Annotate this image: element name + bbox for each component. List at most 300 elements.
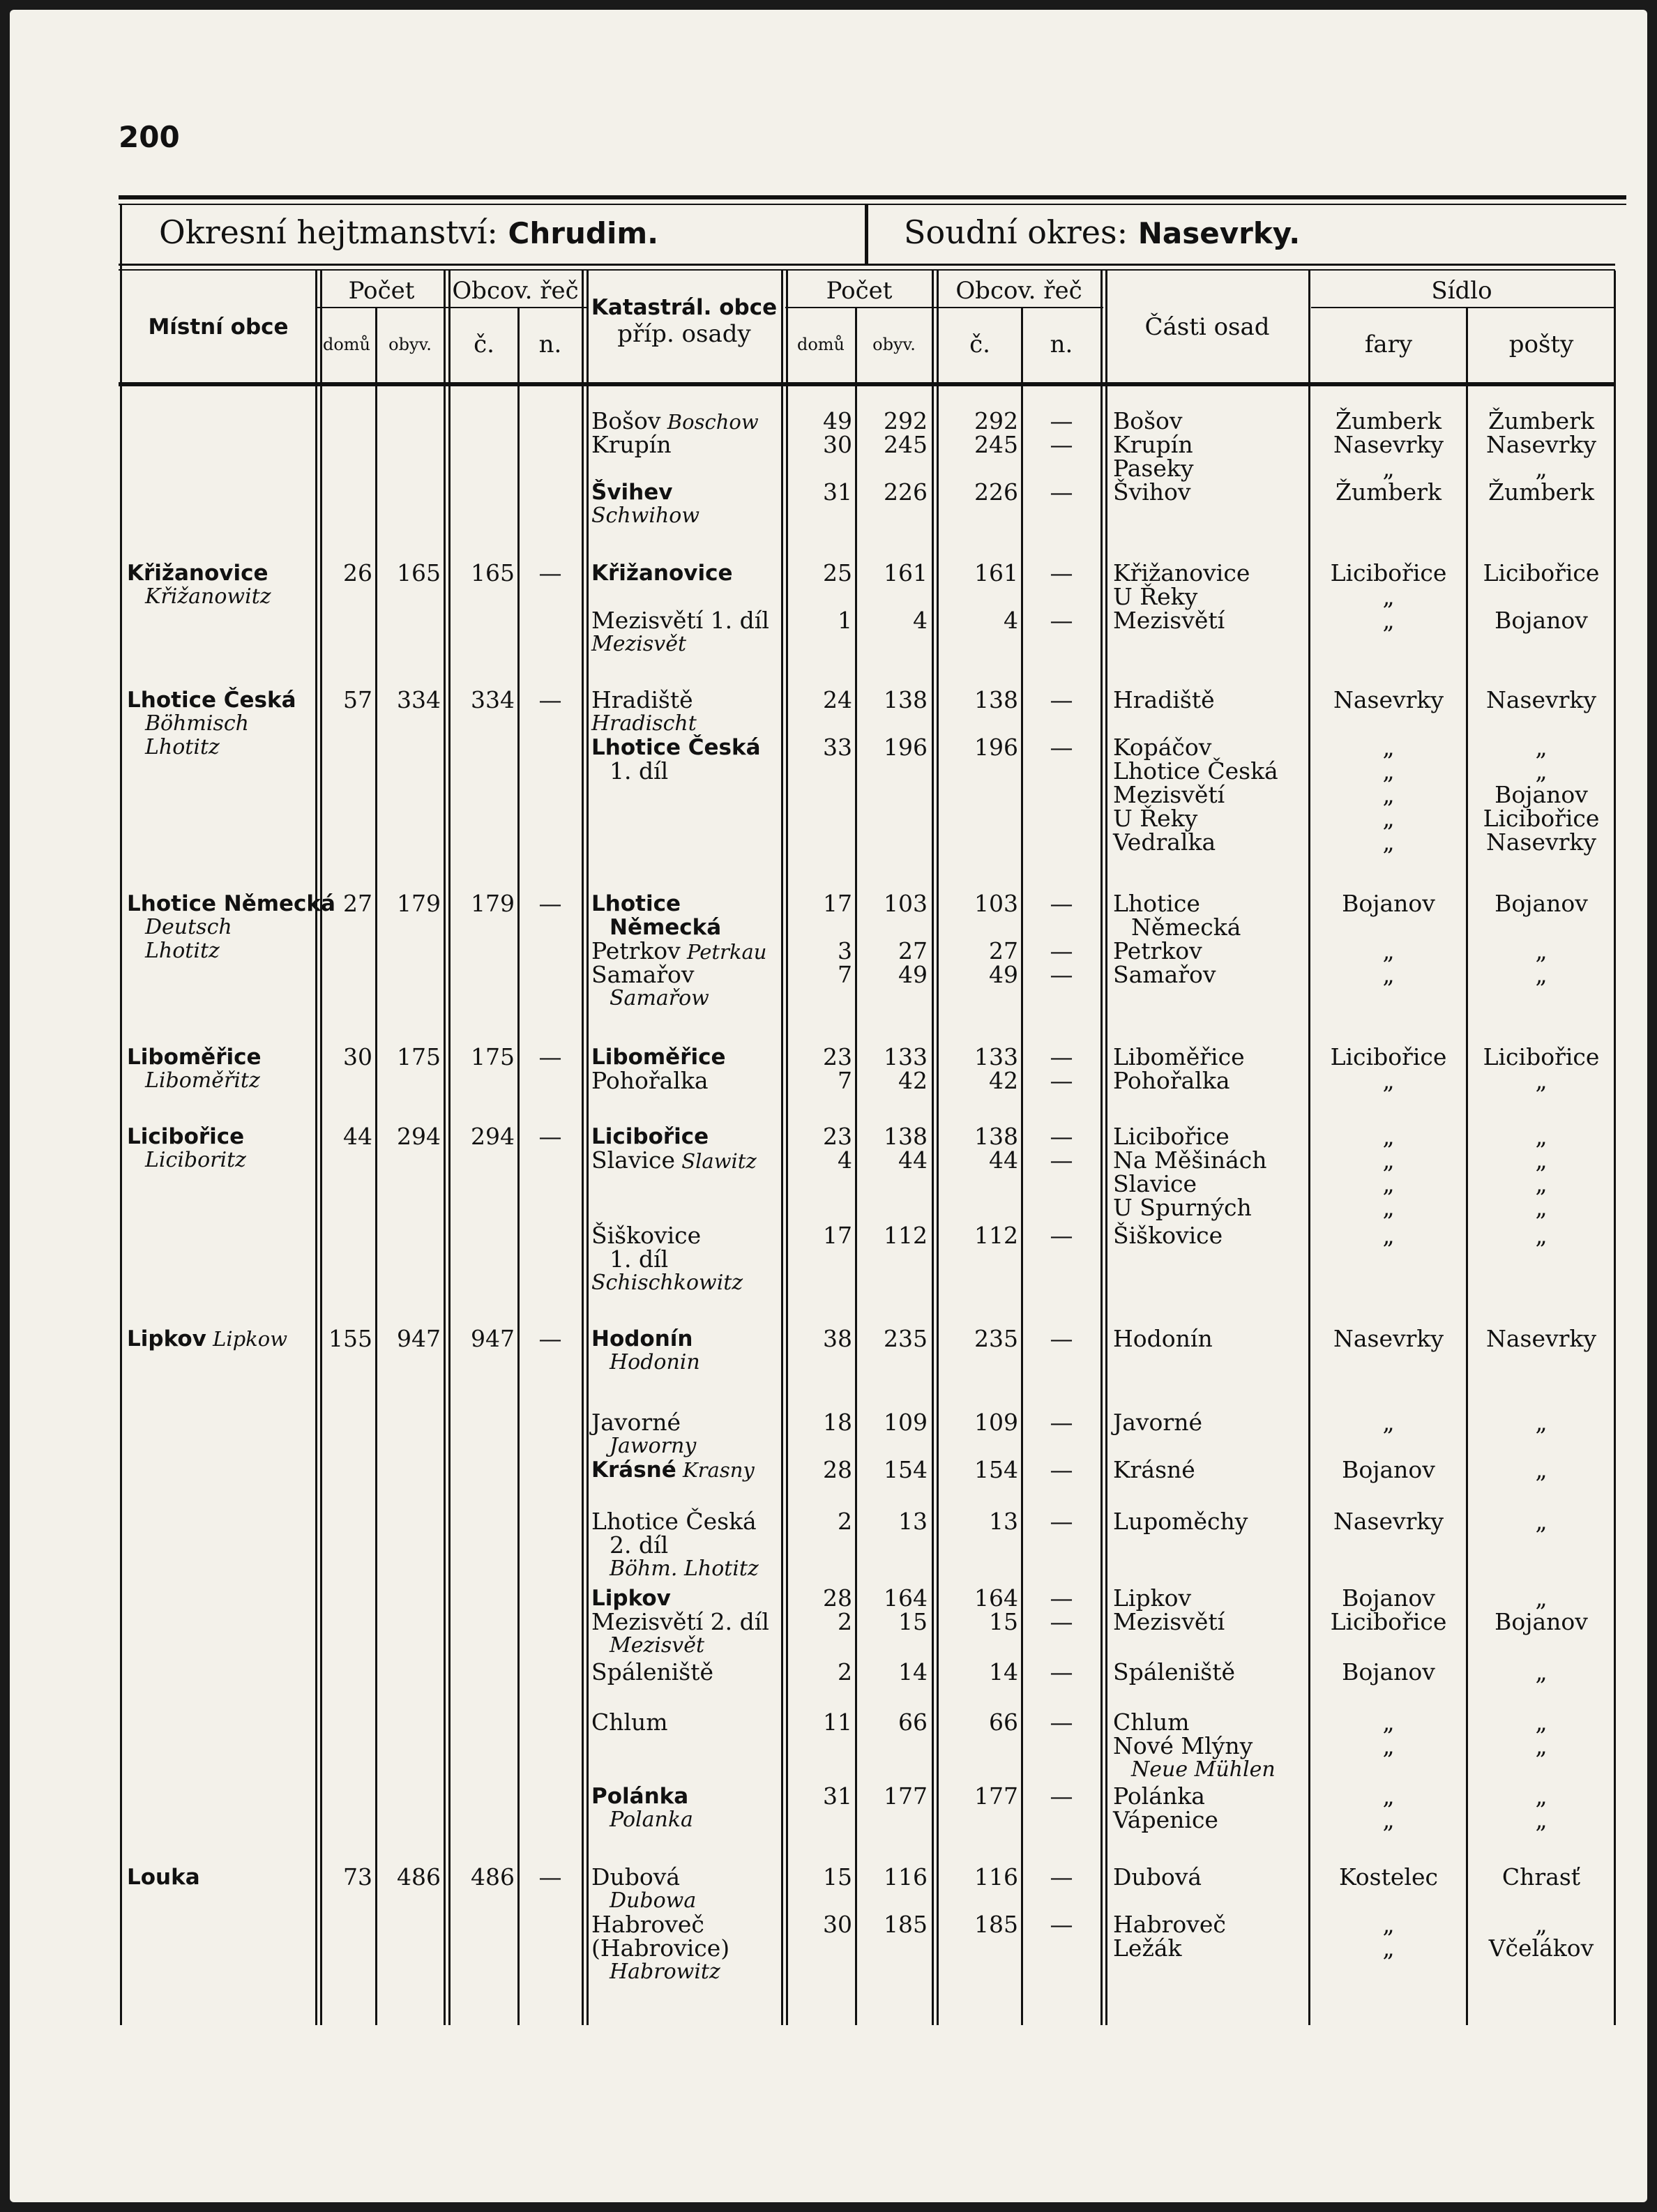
cell-kat xyxy=(591,735,778,760)
cell-text: Německá xyxy=(610,915,722,940)
cell-c xyxy=(939,1148,1018,1173)
cell-text: 24 xyxy=(823,686,852,713)
cell-o-n xyxy=(520,1326,580,1351)
cell-text: Na Měšinách xyxy=(1113,1146,1267,1174)
cell-c xyxy=(939,480,1018,505)
cell-text: 112 xyxy=(884,1222,928,1249)
cell-obyv xyxy=(858,1410,928,1435)
col-line-7 xyxy=(855,307,857,2025)
cell-obyv xyxy=(858,608,928,633)
cell-n xyxy=(1024,1912,1099,1937)
cell-text: 138 xyxy=(974,686,1018,713)
cell-text: Pohořalka xyxy=(1113,1067,1230,1094)
cell-obyv xyxy=(858,1068,928,1093)
cell-fary xyxy=(1311,1734,1466,1759)
cell-text: 27 xyxy=(989,937,1018,964)
cell-text: Lhotice Česká xyxy=(1113,757,1278,785)
cell-cast xyxy=(1113,1609,1306,1635)
hdr-fary: fary xyxy=(1364,331,1413,358)
cell-text: Petrkov xyxy=(591,937,681,964)
district-heading xyxy=(159,213,658,251)
cell-text: Bojanov xyxy=(1342,890,1435,917)
cell-o-obyv xyxy=(378,891,441,916)
col-line-left xyxy=(120,205,122,2025)
cell-text: — xyxy=(538,1043,562,1070)
cell-text: Lhotice Německá xyxy=(127,891,335,916)
cell-c xyxy=(939,1784,1018,1809)
cell-kat xyxy=(591,1148,778,1174)
cell-text: 4 xyxy=(1004,607,1018,634)
cell-obyv xyxy=(858,1609,928,1635)
cell-obec xyxy=(127,711,332,736)
cell-n xyxy=(1024,688,1099,713)
cell-text: „ xyxy=(1382,1806,1395,1833)
cell-text: Schischkowitz xyxy=(591,1271,743,1295)
cell-text: — xyxy=(1050,1325,1073,1352)
cell-text: Licibořice xyxy=(1330,1608,1447,1635)
cell-o-obyv xyxy=(378,688,441,713)
cell-posty xyxy=(1469,1457,1614,1483)
cell-kat xyxy=(591,432,778,457)
cell-text: „ xyxy=(1382,1409,1395,1436)
cell-text: — xyxy=(1050,1911,1073,1938)
top-rule xyxy=(119,195,1626,199)
cell-text: — xyxy=(1050,961,1073,988)
cell-text: 154 xyxy=(884,1456,928,1483)
cell-posty xyxy=(1469,1223,1614,1248)
cell-text: „ xyxy=(1382,734,1395,761)
cell-text: „ xyxy=(1535,734,1548,761)
heading-bottom-rule-2 xyxy=(119,269,1615,271)
cell-cast xyxy=(1113,1757,1324,1782)
cell-fary xyxy=(1311,432,1466,457)
cell-kat xyxy=(591,1609,778,1635)
cell-text: — xyxy=(1050,1456,1073,1483)
cell-c xyxy=(939,688,1018,713)
cell-fary xyxy=(1311,1045,1466,1070)
cell-n xyxy=(1024,939,1099,964)
cell-posty xyxy=(1469,1326,1614,1351)
cell-domu xyxy=(788,1609,852,1635)
cell-text: „ xyxy=(1535,1584,1548,1612)
cell-text: 103 xyxy=(884,890,928,917)
cell-kat xyxy=(591,1124,778,1149)
cell-text: 17 xyxy=(823,1222,852,1249)
cell-text: Javorné xyxy=(591,1409,681,1436)
cell-text: 44 xyxy=(989,1146,1018,1174)
cell-text: „ xyxy=(1382,1222,1395,1249)
cell-text: 138 xyxy=(884,1123,928,1150)
cell-text: Liboměřitz xyxy=(145,1068,260,1093)
hdr-pocet: Počet xyxy=(348,277,415,305)
cell-text: Nasevrky xyxy=(1333,1325,1444,1352)
cell-cast xyxy=(1113,782,1306,808)
cell-fary xyxy=(1311,1586,1466,1611)
cell-posty xyxy=(1469,806,1614,831)
cell-cast xyxy=(1113,1410,1306,1435)
cell-posty xyxy=(1469,1734,1614,1759)
cell-n xyxy=(1024,1865,1099,1890)
col-line-4 xyxy=(517,307,520,2025)
cell-text: Lipkov xyxy=(1113,1584,1192,1612)
cell-cast xyxy=(1113,1586,1306,1611)
cell-text: 15 xyxy=(823,1863,852,1891)
cell-text: 154 xyxy=(974,1456,1018,1483)
cell-text: Lhotice Česká xyxy=(127,688,296,713)
cell-cast xyxy=(1113,1223,1306,1248)
cell-text: Žumberk xyxy=(1336,478,1442,506)
cell-text: 116 xyxy=(974,1863,1018,1891)
page-sheet xyxy=(10,10,1647,2202)
cell-text: 66 xyxy=(898,1709,928,1736)
cell-cast xyxy=(1113,1912,1306,1937)
cell-text: 138 xyxy=(974,1123,1018,1150)
cell-kat xyxy=(591,1556,796,1582)
cell-cast xyxy=(1113,456,1306,481)
cell-text: 133 xyxy=(974,1043,1018,1070)
cell-text: Böhm. Lhotitz xyxy=(610,1556,759,1581)
cell-text: Licibořice xyxy=(127,1124,245,1149)
cell-text: „ xyxy=(1382,1934,1395,1962)
cell-text: Polanka xyxy=(610,1808,693,1832)
cell-n xyxy=(1024,962,1099,987)
cell-text: U Řeky xyxy=(1113,583,1198,610)
cell-text: — xyxy=(538,559,562,586)
cell-domu xyxy=(788,409,852,434)
cell-cast xyxy=(1113,1865,1306,1890)
cell-text: 4 xyxy=(838,1146,852,1174)
cell-text: 13 xyxy=(898,1508,928,1535)
cell-text: Nasevrky xyxy=(1333,1508,1444,1535)
cell-o-c xyxy=(451,1124,515,1149)
cell-text: — xyxy=(1050,686,1073,713)
cell-o-obyv xyxy=(378,561,441,586)
cell-n xyxy=(1024,1509,1099,1534)
cell-text: 235 xyxy=(974,1325,1018,1352)
german-name: Petrkau xyxy=(680,940,767,964)
cell-text: „ xyxy=(1382,757,1395,785)
cell-obyv xyxy=(858,1457,928,1483)
col-line-8 xyxy=(932,271,939,2025)
cell-posty xyxy=(1469,891,1614,916)
cell-text: Krásné xyxy=(591,1457,676,1483)
cell-fary xyxy=(1311,584,1466,609)
cell-text: Slavice xyxy=(1113,1170,1197,1197)
cell-text: — xyxy=(1050,1863,1073,1891)
cell-text: Nasevrky xyxy=(1485,686,1597,713)
cell-posty xyxy=(1469,608,1614,633)
cell-fary xyxy=(1311,759,1466,784)
cell-text: — xyxy=(1050,937,1073,964)
cell-text: Kostelec xyxy=(1339,1863,1438,1891)
cell-text: 11 xyxy=(823,1709,852,1736)
cell-text: Mezisvětí 1. díl xyxy=(591,607,769,634)
cell-domu xyxy=(788,1068,852,1093)
cell-text: „ xyxy=(1535,1508,1548,1535)
cell-text: 334 xyxy=(397,686,441,713)
cell-o-domu xyxy=(321,688,372,713)
cell-text: — xyxy=(1050,559,1073,586)
cell-obyv xyxy=(858,1148,928,1173)
cell-text: Lipkov xyxy=(127,1326,206,1351)
cell-text: Vápenice xyxy=(1113,1806,1218,1833)
cell-domu xyxy=(788,1865,852,1890)
cell-text: 66 xyxy=(989,1709,1018,1736)
cell-o-domu xyxy=(321,561,372,586)
cell-text: Liboměřice xyxy=(1113,1043,1245,1070)
cell-kat xyxy=(591,1533,796,1558)
cell-text: Licibořice xyxy=(1113,1123,1229,1150)
cell-posty xyxy=(1469,456,1614,481)
hdr-rule-3 xyxy=(1311,307,1614,308)
cell-text: Licibořice xyxy=(1483,805,1600,832)
cell-kat xyxy=(591,986,796,1011)
cell-obyv xyxy=(858,962,928,987)
cell-o-n xyxy=(520,1045,580,1070)
hdr-c-2: č. xyxy=(969,331,990,358)
cell-text: Polánka xyxy=(1113,1782,1205,1810)
cell-text: 15 xyxy=(989,1608,1018,1635)
cell-text: Liboměřice xyxy=(591,1045,726,1070)
cell-fary xyxy=(1311,1172,1466,1197)
cell-text: Lhotice xyxy=(591,891,681,916)
cell-text: — xyxy=(1050,431,1073,458)
cell-fary xyxy=(1311,1195,1466,1220)
cell-c xyxy=(939,735,1018,760)
cell-o-c xyxy=(451,1326,515,1351)
hdr-domu: domů xyxy=(322,335,371,354)
cell-fary xyxy=(1311,1710,1466,1735)
cell-text: Nové Mlýny xyxy=(1113,1732,1253,1759)
cell-n xyxy=(1024,608,1099,633)
cell-fary xyxy=(1311,782,1466,808)
cell-c xyxy=(939,1068,1018,1093)
cell-text: 1. díl xyxy=(610,757,669,785)
cell-obyv xyxy=(858,735,928,760)
cell-text: Habroveč xyxy=(591,1911,704,1938)
cell-text: 26 xyxy=(343,559,372,586)
cell-text: Mezisvět xyxy=(591,632,687,656)
cell-text: 177 xyxy=(974,1782,1018,1810)
cell-n xyxy=(1024,735,1099,760)
cell-posty xyxy=(1469,735,1614,760)
cell-fary xyxy=(1311,1068,1466,1093)
cell-o-n xyxy=(520,1865,580,1890)
cell-fary xyxy=(1311,1457,1466,1483)
cell-posty xyxy=(1469,1865,1614,1890)
cell-text: — xyxy=(1050,890,1073,917)
cell-text: — xyxy=(538,1123,562,1150)
cell-cast xyxy=(1113,1660,1306,1685)
cell-posty xyxy=(1469,1410,1614,1435)
cell-posty xyxy=(1469,432,1614,457)
cell-obyv xyxy=(858,432,928,457)
cell-fary xyxy=(1311,1410,1466,1435)
cell-text: Bojanov xyxy=(1342,1456,1435,1483)
cell-text: 155 xyxy=(328,1325,372,1352)
cell-fary xyxy=(1311,735,1466,760)
cell-text: Habroveč xyxy=(1113,1911,1226,1938)
cell-posty xyxy=(1469,759,1614,784)
cell-text: — xyxy=(1050,1584,1073,1612)
cell-obyv xyxy=(858,1784,928,1809)
cell-text: „ xyxy=(1535,1732,1548,1759)
cell-text: Bošov xyxy=(1113,407,1183,434)
cell-text: 2 xyxy=(838,1508,852,1535)
cell-kat xyxy=(591,561,778,586)
cell-obec xyxy=(127,891,335,916)
cell-text: 294 xyxy=(397,1123,441,1150)
cell-cast xyxy=(1113,891,1306,916)
cell-posty xyxy=(1469,1784,1614,1809)
cell-obec xyxy=(127,1124,314,1149)
cell-kat xyxy=(591,1865,778,1890)
cell-n xyxy=(1024,1045,1099,1070)
cell-text: Švihev xyxy=(591,480,673,505)
cell-text: „ xyxy=(1382,607,1395,634)
cell-obec xyxy=(127,1148,332,1173)
cell-text: 30 xyxy=(343,1043,372,1070)
heading-divider xyxy=(865,205,868,265)
cell-domu xyxy=(788,962,852,987)
cell-text: — xyxy=(1050,1222,1073,1249)
cell-text: „ xyxy=(1535,1170,1548,1197)
hdr-katastral xyxy=(589,293,780,349)
cell-text: Hodonín xyxy=(591,1326,693,1351)
cell-domu xyxy=(788,432,852,457)
cell-o-obyv xyxy=(378,1865,441,1890)
cell-text: „ xyxy=(1382,1067,1395,1094)
cell-text: 31 xyxy=(823,1782,852,1810)
cell-text: Vedralka xyxy=(1113,828,1216,856)
cell-posty xyxy=(1469,1912,1614,1937)
cell-cast xyxy=(1113,584,1306,609)
cell-text: „ xyxy=(1535,1194,1548,1221)
cell-domu xyxy=(788,1124,852,1149)
cell-text: U Řeky xyxy=(1113,805,1198,832)
cell-text: Hodonin xyxy=(610,1350,700,1374)
cell-posty xyxy=(1469,480,1614,505)
cell-fary xyxy=(1311,688,1466,713)
cell-cast xyxy=(1113,806,1306,831)
cell-text: „ xyxy=(1535,1067,1548,1094)
cell-domu xyxy=(788,1457,852,1483)
cell-text: 2. díl xyxy=(610,1531,669,1559)
cell-cast xyxy=(1113,939,1306,964)
hdr-obcov-rec-2: Obcov. řeč xyxy=(955,277,1082,305)
cell-text: „ xyxy=(1535,1222,1548,1249)
cell-fary xyxy=(1311,1148,1466,1173)
cell-kat xyxy=(591,503,778,529)
cell-posty xyxy=(1469,782,1614,808)
cell-text: 1 xyxy=(838,607,852,634)
cell-text: Ležák xyxy=(1113,1934,1182,1962)
cell-text: 185 xyxy=(974,1911,1018,1938)
cell-text: — xyxy=(1050,1508,1073,1535)
cell-fary xyxy=(1311,1865,1466,1890)
cell-text: Spáleniště xyxy=(591,1658,714,1685)
cell-posty xyxy=(1469,962,1614,987)
cell-obyv xyxy=(858,1326,928,1351)
cell-text: Kopáčov xyxy=(1113,734,1212,761)
cell-text: Javorné xyxy=(1113,1409,1202,1436)
cell-text: Liciboritz xyxy=(145,1148,246,1172)
cell-text: Licibořice xyxy=(591,1124,709,1149)
cell-text: Křižanowitz xyxy=(145,584,271,609)
cell-fary xyxy=(1311,1808,1466,1833)
cell-domu xyxy=(788,480,852,505)
cell-cast xyxy=(1113,608,1306,633)
cell-o-c xyxy=(451,688,515,713)
cell-c xyxy=(939,409,1018,434)
cell-kat xyxy=(591,1586,778,1611)
cell-domu xyxy=(788,1410,852,1435)
cell-c xyxy=(939,1660,1018,1685)
cell-posty xyxy=(1469,1609,1614,1635)
cell-text: „ xyxy=(1535,1782,1548,1810)
cell-text: 30 xyxy=(823,431,852,458)
cell-fary xyxy=(1311,806,1466,831)
cell-kat xyxy=(591,1633,796,1658)
cell-text: 2 xyxy=(838,1658,852,1685)
cell-posty xyxy=(1469,1124,1614,1149)
cell-n xyxy=(1024,1326,1099,1351)
cell-cast xyxy=(1113,1068,1306,1093)
cell-text: Slavice xyxy=(591,1146,676,1174)
cell-text: 196 xyxy=(884,734,928,761)
cell-obyv xyxy=(858,1509,928,1534)
cell-fary xyxy=(1311,1326,1466,1351)
hdr-n-2: n. xyxy=(1050,331,1073,358)
cell-kat xyxy=(591,1410,778,1435)
cell-text: Liboměřice xyxy=(127,1045,262,1070)
german-name: Lipkow xyxy=(206,1327,288,1351)
cell-text: Křižanovice xyxy=(1113,559,1250,586)
cell-domu xyxy=(788,688,852,713)
cell-text: Nasevrky xyxy=(1333,686,1444,713)
cell-fary xyxy=(1311,480,1466,505)
cell-text: Bojanov xyxy=(1495,781,1588,808)
cell-text: 3 xyxy=(838,937,852,964)
cell-text: 73 xyxy=(343,1863,372,1891)
cell-text: 185 xyxy=(884,1911,928,1938)
cell-text: 486 xyxy=(471,1863,515,1891)
cell-text: Petrkov xyxy=(1113,937,1202,964)
cell-kat xyxy=(591,759,796,784)
cell-c xyxy=(939,561,1018,586)
cell-domu xyxy=(788,1509,852,1534)
cell-text: 164 xyxy=(974,1584,1018,1612)
cell-text: Dubová xyxy=(1113,1863,1202,1891)
cell-kat xyxy=(591,1710,778,1735)
cell-text: — xyxy=(1050,1409,1073,1436)
cell-c xyxy=(939,432,1018,457)
cell-kat xyxy=(591,962,778,987)
cell-cast xyxy=(1113,409,1306,434)
cell-text: Habrowitz xyxy=(610,1960,720,1984)
cell-o-c xyxy=(451,1045,515,1070)
cell-text: 294 xyxy=(471,1123,515,1150)
cell-text: 235 xyxy=(884,1325,928,1352)
cell-text: Žumberk xyxy=(1488,478,1594,506)
cell-text: 7 xyxy=(838,1067,852,1094)
hdr-obyv: obyv. xyxy=(388,335,432,354)
cell-kat xyxy=(591,711,778,736)
cell-text: Licibořice xyxy=(1330,559,1447,586)
cell-text: Neue Mühlen xyxy=(1131,1757,1276,1782)
cell-text: 44 xyxy=(343,1123,372,1150)
cell-text: 7 xyxy=(838,961,852,988)
